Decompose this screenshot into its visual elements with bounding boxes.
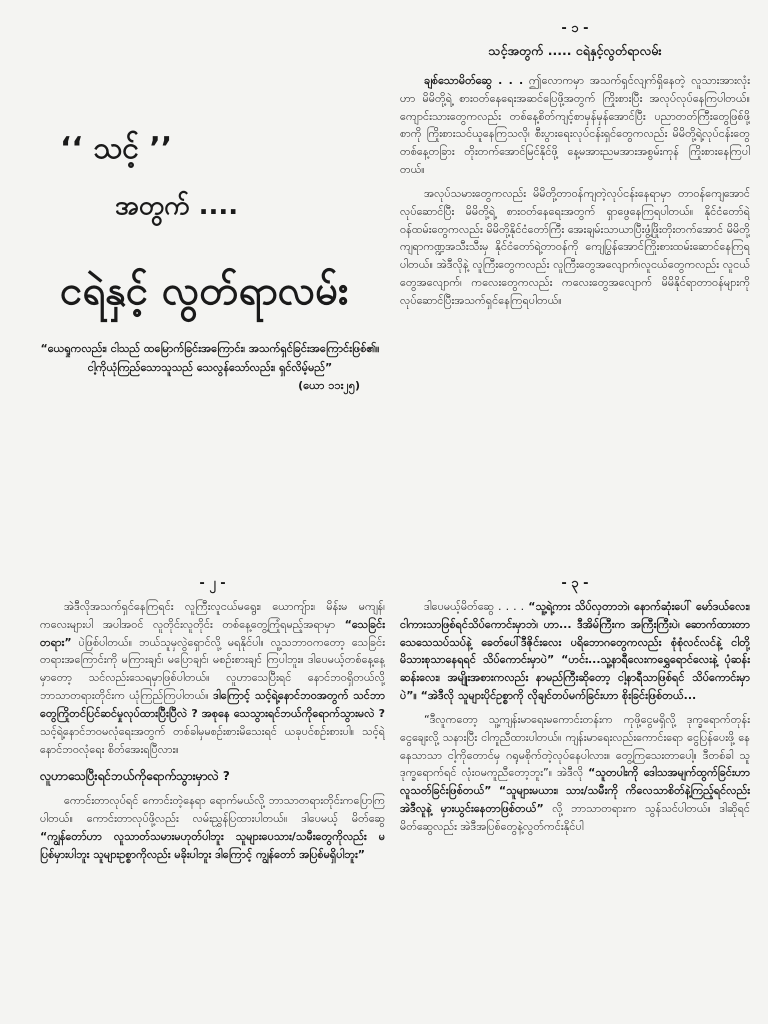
paragraph-text: သင့်ရဲ့နောင်ဘဝမလုံရေးအတွက် တစ်ခါမှမစဉ်းစားမိသေးရင် ယခုပင်စဉ်းစားပါ။ သင့်ရဲ့နောင်ဘဝလုံရေး စိတ်အေးရပြီလား။ [40,724,385,756]
paragraph: အလုပ်သမားတွေကလည်း မိမိတို့တာဝန်ကျတဲ့လုပ်ငန်းနေရာမှာ တာဝန်ကျေအောင်လုပ်ဆောင်ပြီး မိမိတို့ရဲ့ စားဝတ်နေရေးအတွက် ရှာဖွေနေကြရပါတယ်။ နိုင်ငံတော်ရဲ့ ဝန်ထမ်းတွေကလည်း မိမိတို့နိုင်ငံတော်ကြီး အေးချမ်းသာယာပြီးဖွံ့ဖြိုးတိုးတက်အောင် မိမိတို့ကျရာကဏ္ဍအသီးသီးမှ နိုင်ငံတော်ရဲ့တာဝန်ကို ကျေပြွန်အောင်ကြိုးစားထမ်းဆောင်နေကြရပါတယ်။ အဲဒီလိုနဲ့ လူကြီးတွေကလည်း လူကြီးတွေအလျောက်၊လူငယ်တွေကလည်း လူငယ်တွေအလျောက်၊ ကလေးတွေကလည်း ကလေးတွေအလျောက် မိမိနိုင်ရာတာဝန်များကို လုပ်ဆောင်ပြီးအသက်ရှင်နေကြရပါတယ်။ [400,186,750,307]
bold-phrase: “သူများမယား၊ သား/သမီးကို ကိလေသာစိတ်နဲ့ကြည့်ရင်လည်း အဲဒီလူနဲ့ မှားယွင်းနေတာဖြစ်တယ်” [400,784,750,815]
bold-phrase: “ကျွန်တော်ဟာ လူသာတ်သမားမဟုတ်ပါဘူး သူများပေသား/သမီးတွေကိုလည်း မပြစ်မှားပါဘူး သူများဥစ္စာကိုလည်း မခိုးပါဘူး ဒါကြောင့် ကျွန်တော် အပြစ်မရှိပါဘူး” [40,829,385,861]
paragraph [40,792,385,863]
title-page [20,20,380,490]
verse-reference: (ယော ၁၁း၂၅) [298,379,360,393]
paragraph [40,598,385,758]
bold-phrase: ဒါကြောင့် သင့်ရဲ့နောင်ဘဝအတွက် သင်ဘာတွေကြိုတင်ပြင်ဆင်မှုလုပ်ထားပြီးပြီလဲ ? အစုနေ သေသွားရင်ဘယ်ကိုရောက်သွားမလဲ ? [40,689,385,720]
paragraph-text: ကောင်းတာလုပ်ရင် ကောင်းတဲ့နေရာ ရောက်မယ်လို့ ဘာသာတရားတိုင်းကပြောကြပါတယ်။ ကောင်းတာလုပ်ဖို့လည်း လမ်းညွှန်ပြထားပါတယ်။ ဒါပေမယ့် မိတ်ဆွေ [40,794,385,826]
page-heading: သင့်အတွက် ..... ငရဲနှင့်လွတ်ရာလမ်း [488,43,662,58]
paragraph-text: အဲဒီလိုအသက်ရှင်နေကြရင်း လူကြီးလူငယ်မရွေး၊ ယောကျ်ား၊ မိန်းမ မကျန်၊ ကလေးများပါ အပါအဝင် လူတိုင်းလူတိုင်း တစ်နေ့တွေ့ကြုံရမည့်အရာမှာ [40,600,385,631]
page-number: - ၁ - [561,21,589,36]
paragraph [400,72,750,179]
bold-phrase: “သေခြင်းတရား” [40,617,385,649]
section-subheading: လူဟာသေပြီးရင်ဘယ်ကိုရောက်သွားမှာလဲ ? [40,769,230,784]
bold-phrase: “သူ့ရဲ့ကား သိပ်လှတာဘဲ၊ နောက်ဆုံးပေါ် မော်ဒယ်လေး၊ ငါကားသာဖြစ်ရင်သိပ်ကောင်းမှာဘဲ၊ ဟာ... ဒီအိမ်ကြီးက အကြီးကြီးပဲ၊ ဆောက်ထားတာ သေသေသပ်သပ်နဲ့ ခေတ်ပေါ်ဒီဇိုင်းလေး ပရိဘောဂတွေကလည်း စုံစုံလင်လင်နဲ့ ငါတို့မိသားစုသာနေရရင် သိပ်ကောင်းမှာပဲ” “ဟင်း...သူ့နာရီလေးကရွှေရောင်လေးနဲ့ ပုံဆန်းဆန်းလေး၊ အမျိုးအစားကလည်း နာမည်ကြီးဆိုတော့ ငါ့နာရီသာဖြစ်ရင် သိပ်ကောင်းမှာပဲ”။ “အဲဒီလို သူများပိုင်ဥစ္စာကို လိုချင်တပ်မက်ခြင်းဟာ စိုးခြင်းဖြစ်တယ်... [400,600,750,703]
paragraph [400,711,750,836]
page-number: - ၃ - [561,576,589,591]
main-title: ငရဲနှင့် လွတ်ရာလမ်း [60,268,349,314]
paragraph-text: ပဲဖြစ်ပါတယ်။ ဘယ်သူမှလွဲရှောင်လို့ မရနိုင်ပါ။ လူ့သဘာဝကတော့ သေခြင်းတရားအကြောင်းကို မကြားချင်၊ မပြောချင်၊ မစဉ်းစားချင် ကြပါဘူး။ ဒါပေမယ့်တစ်နေ့နေ့မှာတော့ သင်လည်းသေရမှာဖြစ်ပါတယ်။ လူဟာသေပြီးရင် နောင်ဘဝရှိတယ်လို့ ဘာသာတရားတိုင်းက ယုံကြည်ကြပါတယ်။ [40,635,385,703]
paragraph-text: လို့ ဘာသာတရားက သွန်သင်ပါတယ်။ ဒါဆိုရင်မိတ်ဆွေလည်း အဲဒီအပြစ်တွေနဲ့လွတ်ကင်းနိုင်ပါ [400,801,750,833]
page-2 [40,575,385,1024]
verse-text: “ယေရှုကလည်း၊ ငါသည် ထမြောက်ခြင်းအကြောင်း၊ အသက်ရှင်ခြင်းအကြောင်းဖြစ်၏။ ငါ့ကိုယုံကြည်သောသူသည် သေလွန်သော်လည်း၊ ရှင်လိမ့်မည်” [40,342,380,374]
bold-phrase: “သူတပါးကို ဒေါသအမျက်ထွက်ခြင်းဟာ လူသတ်ခြင်းဖြစ်တယ်” [400,766,750,798]
title-verse [40,340,380,396]
paragraph [400,598,750,705]
title-subtitle: အတွက် .... [115,191,239,221]
title-quote-word: ‘‘ သင့် ’’ [60,131,173,166]
greeting: ချစ်သောမိတ်ဆွေ . . . [424,74,524,87]
paragraph-text: “ဒီလူကတော့ သူ့ကျန်းမာရေးမကောင်းတန်းက ကုဖို့ငွေမရှိလို့ ဒုက္ခရောက်တုန်းငွေချေးလို့ သနားပြီး ငါကူညီထားပါတယ်။ ကျန်းမာရေးလည်းကောင်းရော ငွေပြန်ပေးဖို့ နေနေသာသာ ငါ့ကိုတောင်မှ ဂရုမစိုက်တဲ့လုပ်နေပါလား။ တွေ့ကြသေးတာပေါ့။ ဒီတစ်ခါ သူဒုက္ခရောက်ရင် လုံးဝမကူညီတော့ဘူး”။ အဲဒီလို [400,712,750,780]
paragraph-text: ဤလောကမှာ အသက်ရှင်လျက်ရှိနေတဲ့ လူသားအားလုံးဟာ မိမိတို့ရဲ့ စားဝတ်နေရေးအဆင်ပြေဖို့အတွက် ကြိုးစားပြီး အလုပ်လုပ်နေကြပါတယ်။ ကျောင်းသားတွေကလည်း တစ်နေ့စိတ်ကျင့်စာမှန်မှန်အောင်ပြီး ပညာတတ်ကြီးတွေဖြစ်ဖို့ စာကို ကြိုးစားသင်ယူနေကြသလို၊ စီးပွားရေးလုပ်ငန်းရှင်တွေကလည်း မိမိတို့ရဲ့လုပ်ငန်းတွေ တစ်နေ့တခြား တိုးတက်အောင်မြင်နိုင်ဖို့ နေ့မအားညမအားအစွမ်းကုန် ကြိုးစားနေကြပါတယ်။ [400,74,750,177]
page-1 [400,20,750,490]
paragraph-text: ဒါပေမယ့်မိတ်ဆွေ . . . . [424,600,525,613]
page-number: - ၂ - [199,576,226,591]
page-3 [400,575,750,1024]
